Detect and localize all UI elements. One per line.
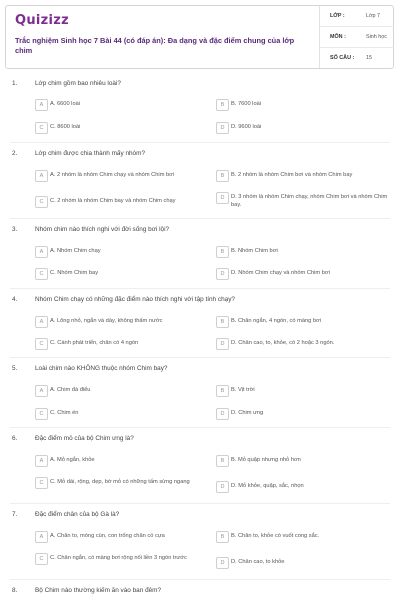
- option-letter-badge: B: [216, 316, 229, 328]
- question-divider: [10, 142, 390, 143]
- option-letter-badge: B: [216, 170, 229, 182]
- meta-row-subject: [320, 26, 394, 47]
- option-text: C. 2 nhóm là nhóm Chim bay và nhóm Chim chạy: [50, 198, 176, 204]
- option-text: B. Chân to, khỏe có vuốt cong sắc.: [231, 533, 320, 539]
- question-number: 1.: [12, 80, 18, 87]
- question-text: Lớp chim được chia thành mấy nhóm?: [35, 150, 145, 157]
- meta-row-class: [320, 6, 394, 26]
- option-letter-badge: A: [35, 531, 48, 543]
- option-letter-badge: D: [216, 338, 229, 350]
- question-divider: [10, 288, 390, 289]
- question-number: 7.: [12, 511, 18, 518]
- option-letter-badge: C: [35, 408, 48, 420]
- meta-label: MÔN :: [330, 34, 346, 40]
- question-divider: [10, 427, 390, 428]
- option-letter-badge: C: [35, 122, 48, 134]
- option-letter-badge: C: [35, 268, 48, 280]
- worksheet-header: [5, 5, 394, 69]
- option-letter-badge: D: [216, 557, 229, 569]
- option-letter-badge: B: [216, 246, 229, 258]
- option-letter-badge: A: [35, 246, 48, 258]
- quizizz-logo: Quizizz: [15, 13, 70, 28]
- option-text: B. Nhóm Chim bơi: [231, 248, 278, 254]
- option-letter-badge: C: [35, 553, 48, 565]
- question-divider: [10, 579, 390, 580]
- option-letter-badge: A: [35, 455, 48, 467]
- option-letter-badge: B: [216, 531, 229, 543]
- question-number: 2.: [12, 150, 18, 157]
- question-text: Lớp chim gồm bao nhiêu loài?: [35, 80, 121, 87]
- meta-value: Sinh học: [366, 34, 387, 40]
- option-letter-badge: C: [35, 338, 48, 350]
- question-divider: [10, 218, 390, 219]
- option-text: B. 7600 loài: [231, 101, 262, 107]
- option-letter-badge: D: [216, 192, 229, 204]
- question-text: Bộ Chim nào thường kiếm ăn vào ban đêm?: [35, 587, 162, 594]
- option-text: D. 9600 loài: [231, 124, 262, 130]
- meta-panel: [319, 6, 394, 68]
- option-text: C. 8600 loài: [50, 124, 81, 130]
- option-text: D. Chim ưng: [231, 410, 264, 416]
- question-number: 6.: [12, 435, 18, 442]
- option-text: A. Nhóm Chim chạy: [50, 248, 101, 254]
- option-text: B. Vịt trời: [231, 387, 255, 393]
- meta-label: LỚP :: [330, 13, 345, 19]
- meta-row-count: [320, 47, 394, 68]
- question-number: 5.: [12, 365, 18, 372]
- option-text: C. Cánh phát triển, chân có 4 ngón: [50, 340, 139, 346]
- option-text: C. Mỏ dài, rộng, dẹp, bờ mỏ có những tấm sừng ngang: [50, 479, 190, 485]
- option-text: D. Chân cao, to khỏe: [231, 559, 285, 565]
- option-text: D. 3 nhóm là nhóm Chim chạy, nhóm Chim bơi và nhóm Chim bay.: [231, 194, 388, 208]
- option-letter-badge: D: [216, 268, 229, 280]
- option-letter-badge: B: [216, 455, 229, 467]
- option-letter-badge: A: [35, 385, 48, 397]
- option-letter-badge: C: [35, 477, 48, 489]
- question-number: 8.: [12, 587, 18, 594]
- question-text: Nhóm Chim chạy có những đặc điểm nào thích nghi với tập tính chạy?: [35, 296, 235, 303]
- option-text: A. Chân to, móng cùn, con trống chân có cựa: [50, 533, 165, 539]
- option-text: B. 2 nhóm là nhóm Chim bơi và nhóm Chim bay: [231, 172, 353, 178]
- option-text: A. 6600 loài: [50, 101, 81, 107]
- option-text: A. Lông nhỏ, ngắn và dày, không thấm nước: [50, 318, 163, 324]
- option-text: A. Chim đà điểu: [50, 387, 91, 393]
- option-text: C. Chân ngắn, có màng bơi rộng nối liền 3 ngón trước: [50, 555, 187, 561]
- question-text: Đặc điểm mỏ của bộ Chim ưng là?: [35, 435, 134, 442]
- question-text: Đặc điểm chân của bộ Gà là?: [35, 511, 120, 518]
- option-letter-badge: A: [35, 170, 48, 182]
- option-letter-badge: D: [216, 408, 229, 420]
- question-number: 4.: [12, 296, 18, 303]
- option-letter-badge: A: [35, 99, 48, 111]
- option-text: C. Chim én: [50, 410, 79, 416]
- option-text: A. 2 nhóm là nhóm Chim chạy và nhóm Chim bơi: [50, 172, 175, 178]
- option-text: A. Mỏ ngắn, khỏe: [50, 457, 95, 463]
- question-text: Nhóm chim nào thích nghi với đời sống bơi lội?: [35, 226, 170, 233]
- option-text: B. Chân ngắn, 4 ngón, có màng bơi: [231, 318, 322, 324]
- option-letter-badge: B: [216, 385, 229, 397]
- option-letter-badge: B: [216, 99, 229, 111]
- question-text: Loài chim nào KHÔNG thuộc nhóm Chim bay?: [35, 365, 168, 372]
- option-text: D. Mỏ khỏe, quặp, sắc, nhọn: [231, 483, 304, 489]
- option-text: B. Mỏ quặp nhưng nhỏ hơn: [231, 457, 301, 463]
- option-letter-badge: A: [35, 316, 48, 328]
- meta-value: Lớp 7: [366, 13, 381, 19]
- question-divider: [10, 357, 390, 358]
- option-text: C. Nhóm Chim bay: [50, 270, 99, 276]
- meta-value: 15: [366, 55, 372, 61]
- question-number: 3.: [12, 226, 18, 233]
- option-letter-badge: D: [216, 481, 229, 493]
- option-text: D. Nhóm Chim chạy và nhóm Chim bơi: [231, 270, 330, 276]
- option-letter-badge: C: [35, 196, 48, 208]
- question-divider: [10, 503, 390, 504]
- option-text: D. Chân cao, to, khỏe, có 2 hoặc 3 ngón.: [231, 340, 335, 346]
- meta-label: SỐ CÂU :: [330, 55, 355, 61]
- worksheet-title: Trắc nghiệm Sinh học 7 Bài 44 (có đáp án): Đa dạng và đặc điểm chung của lớp chim: [15, 36, 295, 55]
- option-letter-badge: D: [216, 122, 229, 134]
